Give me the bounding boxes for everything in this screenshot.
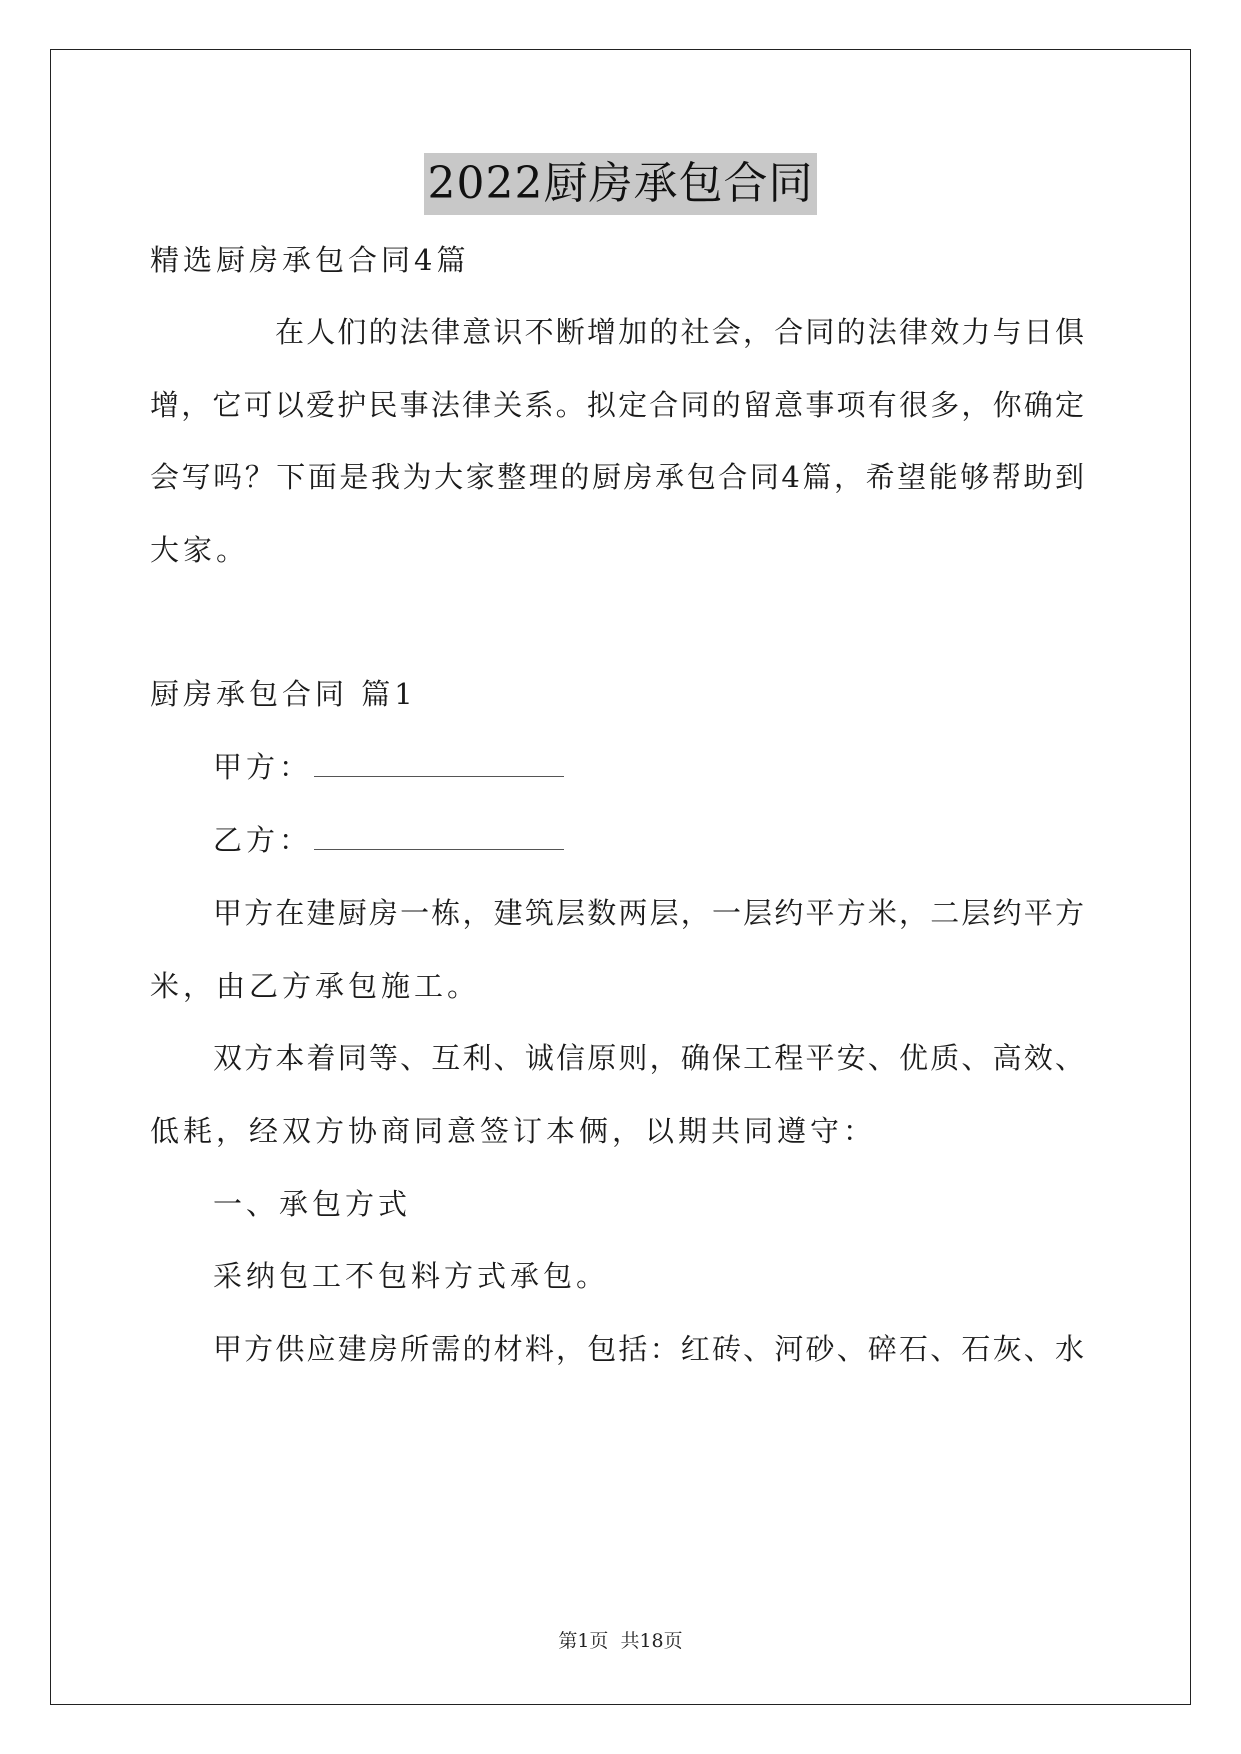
- intro-line-3: 会写吗？下面是我为大家整理的厨房承包合同4篇，希望能够帮助到: [150, 460, 1084, 494]
- page-number-total: 共18页: [620, 1630, 683, 1652]
- page-footer: [0, 1626, 1241, 1653]
- body-line-1: 甲方在建厨房一栋，建筑层数两层，一层约平方米，二层约平方: [213, 896, 1084, 930]
- page-number-current: 第1页: [558, 1630, 609, 1652]
- body-line-7: 甲方供应建房所需的材料，包括：红砖、河砂、碎石、石灰、水: [213, 1332, 1084, 1366]
- title-container: [0, 153, 1241, 215]
- body-line-2: 米，由乙方承包施工。: [150, 969, 481, 1003]
- intro-line-4: 大家。: [150, 533, 250, 567]
- section-heading: 厨房承包合同 篇1: [150, 677, 417, 711]
- body-line-6: 采纳包工不包料方式承包。: [213, 1259, 610, 1293]
- clause-heading-1: 一、承包方式: [213, 1187, 412, 1221]
- party-a-label: 甲方：: [213, 750, 313, 784]
- intro-line-1: 在人们的法律意识不断增加的社会，合同的法律效力与日俱: [275, 315, 1084, 349]
- party-a-row: [213, 747, 564, 787]
- document-title: 2022厨房承包合同: [424, 153, 818, 215]
- page-border: [50, 49, 1191, 1705]
- party-b-label: 乙方：: [213, 823, 313, 857]
- body-line-4: 低耗，经双方协商同意签订本俩，以期共同遵守：: [150, 1114, 877, 1148]
- intro-line-2: 增，它可以爱护民事法律关系。拟定合同的留意事项有很多，你确定: [150, 388, 1084, 422]
- body-line-3: 双方本着同等、互利、诚信原则，确保工程平安、优质、高效、: [213, 1041, 1084, 1075]
- document-subtitle: 精选厨房承包合同4篇: [150, 243, 470, 277]
- party-b-row: [213, 820, 564, 860]
- party-a-blank-field: [314, 748, 564, 777]
- party-b-blank-field: [314, 821, 564, 850]
